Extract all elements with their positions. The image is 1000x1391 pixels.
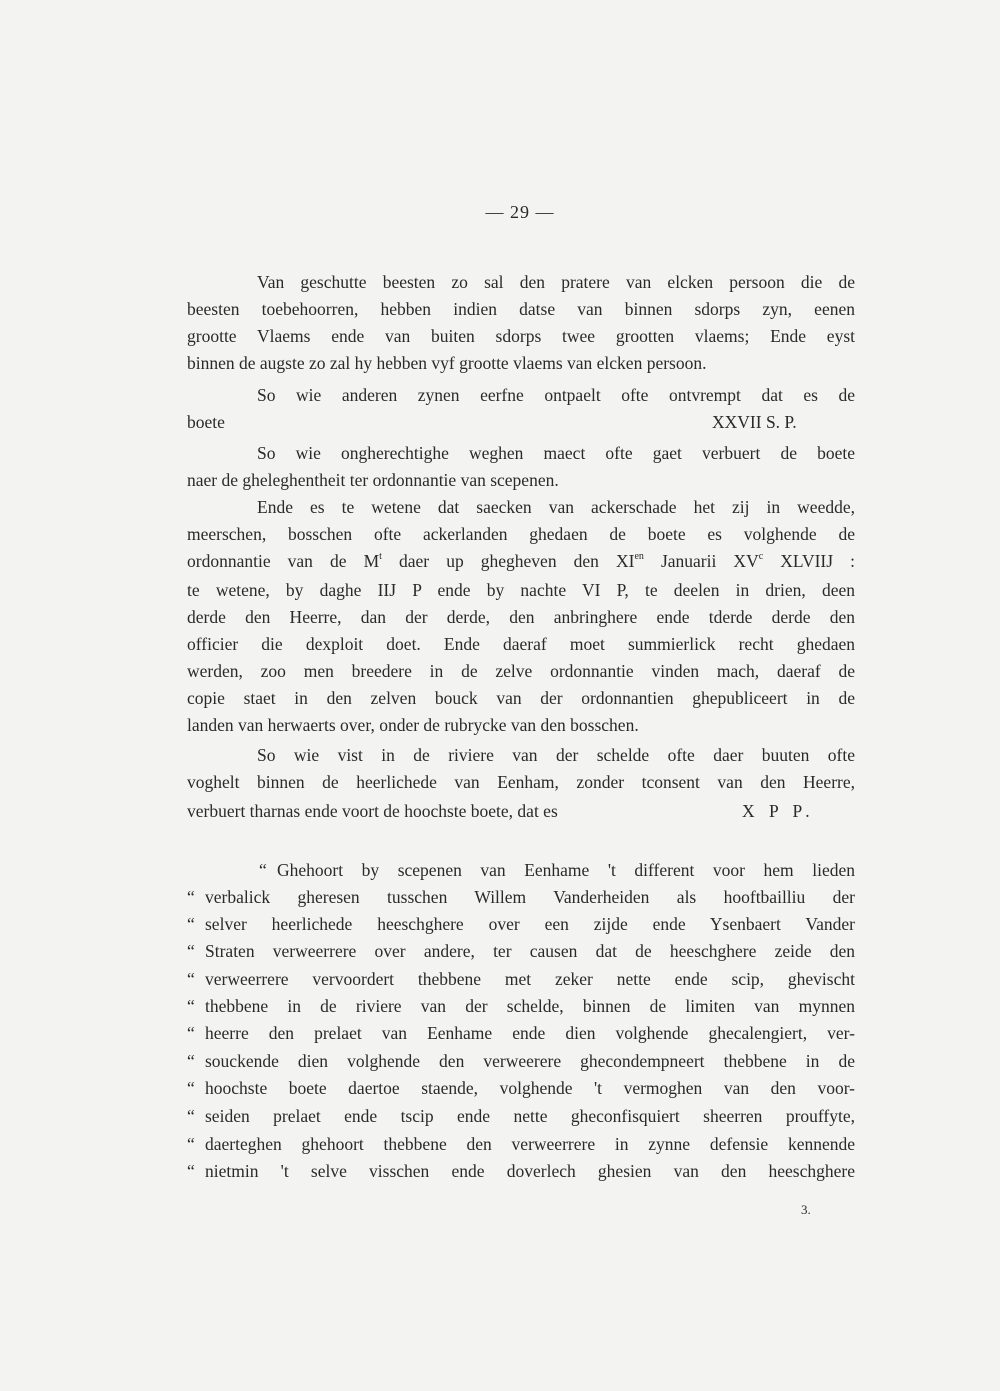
quote-mark: “ [187, 1051, 195, 1071]
signature-mark: 3. [801, 1202, 811, 1217]
quote-text: souckende dien volghende den verweerere ghecondempneert thebbene in de [205, 1051, 855, 1071]
quote-text: selver heerlichede heeschghere over een zijde ende Ysenbaert Vander [205, 914, 855, 934]
quote-line [187, 1075, 855, 1102]
text-fragment: XLVIIJ : [763, 551, 855, 571]
quote-text: Ghehoort by scepenen van Eenhame 't different voor hem lieden [277, 860, 855, 880]
quote-mark: “ [187, 1023, 195, 1043]
quote-text: nietmin 't selve visschen ende doverlech ghesien van den heeschghere [205, 1161, 855, 1181]
text-line: So wie vist in de riviere van der schelde ofte daer buuten ofte [257, 745, 855, 765]
quote-mark: “ [187, 1134, 195, 1154]
quote-mark: “ [187, 887, 195, 907]
quote-text: Straten verweerrere over andere, ter causen dat de heeschghere zeide den [205, 941, 855, 961]
text-line-with-superscripts [187, 548, 855, 575]
text-line: officier die dexploit doet. Ende daeraf moet summierlick recht ghedaen [187, 634, 855, 654]
text-fragment: Januarii XV [643, 551, 759, 571]
text-fragment: boete [187, 412, 225, 432]
fine-amount: XXVII S. P. [712, 412, 797, 432]
text-fragment: verbuert tharnas ende voort de hoochste boete, dat es [187, 801, 558, 821]
quote-text: verbalick gheresen tusschen Willem Vanderheiden als hooftbailliu der [205, 887, 855, 907]
text-line: copie staet in den zelven bouck van der ordonnantien ghepubliceert in de [187, 688, 855, 708]
text-line: binnen de augste zo zal hy hebben vyf grootte vlaems van elcken persoon. [187, 353, 707, 373]
text-line: beesten toebehoorren, hebben indien datse van binnen sdorps zyn, eenen [187, 299, 855, 319]
quote-mark: “ [187, 1078, 195, 1098]
quote-text: heerre den prelaet van Eenhame ende dien volghende ghecalengiert, ver- [205, 1023, 855, 1043]
quote-line [187, 966, 855, 993]
quote-line [187, 1103, 855, 1130]
quote-text: verweerrere vervoordert thebbene met zeker nette ende scip, ghevischt [205, 969, 855, 989]
text-line: So wie anderen zynen eerfne ontpaelt ofte ontvrempt dat es de [257, 385, 855, 405]
text-line: grootte Vlaems ende van buiten sdorps twee grootten vlaems; Ende eyst [187, 326, 855, 346]
quote-line [187, 1131, 855, 1158]
quote-text: daerteghen ghehoort thebbene den verweerrere in zynne defensie kennende [205, 1134, 855, 1154]
fine-amount: X P P. [742, 801, 815, 821]
text-line: derde den Heerre, dan der derde, den anbringhere ende tderde derde den [187, 607, 855, 627]
text-line: naer de gheleghentheit ter ordonnantie van scepenen. [187, 470, 559, 490]
quote-mark: “ [187, 996, 195, 1016]
quote-mark: “ [187, 941, 195, 961]
quote-line [187, 1158, 855, 1185]
quote-line [187, 993, 855, 1020]
quote-mark: “ [187, 1106, 195, 1126]
quote-line [187, 1048, 855, 1075]
text-line: meerschen, bosschen ofte ackerlanden ghedaen de boete es volghende de [187, 524, 855, 544]
text-line: Ende es te wetene dat saecken van ackerschade het zij in weedde, [257, 497, 855, 517]
quote-line [187, 884, 855, 911]
quote-line [187, 911, 855, 938]
quote-mark: “ [187, 969, 195, 989]
quote-text: hoochste boete daertoe staende, volghende 't vermoghen van den voor- [205, 1078, 855, 1098]
text-line-split [187, 798, 855, 825]
quote-mark: “ [187, 1161, 195, 1181]
quote-line [187, 1020, 855, 1047]
text-line: voghelt binnen de heerlichede van Eenham, zonder tconsent van den Heerre, [187, 772, 855, 792]
text-fragment: ordonnantie van de M [187, 551, 380, 571]
superscript: c [758, 551, 764, 563]
quote-line [187, 938, 855, 965]
superscript: t [379, 551, 382, 563]
superscript: en [634, 551, 644, 563]
text-line: So wie ongherechtighe weghen maect ofte gaet verbuert de boete [257, 443, 855, 463]
quote-mark: “ [259, 860, 267, 880]
text-line: Van geschutte beesten zo sal den pratere van elcken persoon die de [257, 272, 855, 292]
quote-text: seiden prelaet ende tscip ende nette gheconfisquiert sheerren prouffyte, [205, 1106, 855, 1126]
text-line: te wetene, by daghe IIJ P ende by nachte VI P, te deelen in drien, deen [187, 580, 855, 600]
text-line-split [187, 409, 855, 436]
page-number: — 29 — [485, 202, 555, 222]
quote-line [187, 857, 855, 884]
quote-mark: “ [187, 914, 195, 934]
text-line: landen van herwaerts over, onder de rubrycke van den bosschen. [187, 715, 639, 735]
text-line: werden, zoo men breedere in de zelve ordonnantie vinden mach, daeraf de [187, 661, 855, 681]
quote-text: thebbene in de riviere van der schelde, binnen de limiten van mynnen [205, 996, 855, 1016]
text-fragment: daer up ghegheven den XI [381, 551, 635, 571]
